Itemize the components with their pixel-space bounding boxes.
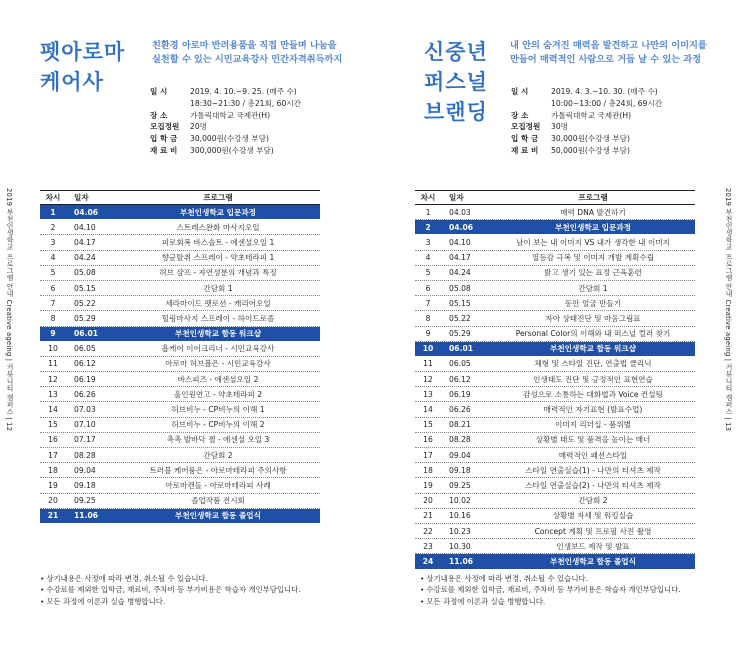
info-value: 10:00~13:00 / 총24회, 69시간 bbox=[551, 98, 663, 108]
row-no: 10 bbox=[48, 344, 58, 354]
notes bbox=[40, 573, 301, 607]
info-value: 가톨릭대학교 국제관(H) bbox=[551, 110, 632, 120]
info-row bbox=[150, 86, 301, 98]
row-no: 12 bbox=[48, 374, 58, 384]
row-no: 16 bbox=[423, 435, 433, 445]
info-label: 재 료 비 bbox=[511, 145, 539, 155]
row-date: 09.04 bbox=[74, 465, 96, 475]
row-date: 04.10 bbox=[74, 222, 96, 232]
row-no: 15 bbox=[423, 420, 433, 430]
table-row bbox=[415, 235, 695, 250]
title-line: 브랜딩 bbox=[424, 99, 488, 124]
info-label: 장 소 bbox=[150, 110, 168, 120]
row-no: 23 bbox=[423, 541, 433, 551]
row-no: 20 bbox=[48, 496, 58, 506]
row-program: 상황별 자세 및 워킹실습 bbox=[552, 511, 634, 521]
row-program: 졸업작품 전시회 bbox=[191, 496, 245, 506]
table-row bbox=[40, 311, 320, 326]
table-row bbox=[40, 342, 320, 357]
row-program: 부천인생학교 합동 졸업식 bbox=[550, 556, 636, 566]
row-date: 06.19 bbox=[449, 389, 471, 399]
row-date: 10.16 bbox=[449, 511, 471, 521]
table-row bbox=[415, 463, 695, 478]
table-row bbox=[40, 296, 320, 311]
info-label bbox=[511, 98, 551, 110]
note-item: • 수강료를 제외한 입학금, 재료비, 주차비 등 부가비용은 학습자 개인부담입니다. bbox=[40, 584, 301, 595]
info-row bbox=[511, 121, 662, 133]
right-page bbox=[369, 0, 738, 652]
info-value: 2019. 4. 10.~9. 25. (매주 수) bbox=[190, 87, 297, 96]
row-date: 09.18 bbox=[74, 480, 96, 490]
table-row bbox=[40, 418, 320, 433]
table-row bbox=[415, 524, 695, 539]
row-date: 04.03 bbox=[449, 207, 471, 217]
table-row bbox=[415, 539, 695, 554]
row-date: 06.26 bbox=[449, 405, 471, 415]
header-date: 일자 bbox=[449, 193, 464, 202]
info-row bbox=[511, 110, 662, 122]
desc-line: 내 안의 숨겨진 매력을 발견하고 나만의 이미지를 bbox=[510, 40, 707, 51]
row-program: 아로마캔들 - 아로마테라피 사례 bbox=[165, 480, 271, 490]
row-program: 스타일 연출실습(2) - 나만의 티셔츠 제작 bbox=[525, 480, 661, 490]
row-no: 18 bbox=[48, 465, 58, 475]
row-program: 간담회 1 bbox=[203, 283, 233, 293]
row-program: 체형 및 스타일 진단, 연출법 클리닉 bbox=[534, 359, 652, 369]
table-row bbox=[415, 509, 695, 524]
table-header bbox=[40, 191, 320, 205]
row-date: 06.26 bbox=[74, 389, 96, 399]
row-program: 스트레스완화 마사지오일 bbox=[176, 222, 260, 232]
note-item: • 상기내용은 사정에 따라 변경, 취소될 수 있습니다. bbox=[420, 573, 681, 584]
table-row bbox=[415, 554, 695, 569]
row-no: 8 bbox=[425, 313, 431, 323]
info-row bbox=[150, 110, 301, 122]
table-row bbox=[40, 402, 320, 417]
row-date: 05.15 bbox=[74, 283, 96, 293]
row-program: 세라마이드 펫로션 - 캐리어오일 bbox=[165, 298, 271, 308]
table-row bbox=[40, 281, 320, 296]
row-no: 6 bbox=[50, 283, 56, 293]
row-no: 6 bbox=[425, 283, 431, 293]
info-label: 모집정원 bbox=[150, 122, 180, 132]
row-program: 간담회 1 bbox=[578, 283, 608, 293]
title-line: 신중년 bbox=[424, 40, 488, 64]
table-row bbox=[415, 402, 695, 417]
table-header bbox=[415, 191, 695, 205]
table-row bbox=[40, 463, 320, 478]
row-date: 11.06 bbox=[449, 556, 474, 566]
info-value: 18:30~21:30 / 총21회, 60시간 bbox=[190, 98, 302, 108]
row-no: 9 bbox=[50, 329, 56, 339]
row-program: 흡케어 이어크리너 - 시민교육강사 bbox=[161, 344, 275, 354]
row-program: 힐링마사지 스프레이 - 하이드로졸 bbox=[161, 313, 275, 323]
row-date: 06.12 bbox=[449, 374, 471, 384]
row-no: 4 bbox=[425, 253, 431, 263]
row-no: 13 bbox=[48, 389, 58, 399]
table-row bbox=[415, 311, 695, 326]
info-label: 일 시 bbox=[511, 87, 529, 96]
table-row bbox=[40, 357, 320, 372]
table-row bbox=[415, 220, 695, 235]
table-row bbox=[40, 235, 320, 250]
table-row bbox=[40, 251, 320, 266]
side-caption: 2019 부천인생학교 프로그램 안내 Creative ageing | 커뮤니티 캠퍼스 | 13 bbox=[724, 188, 732, 432]
table-row bbox=[415, 296, 695, 311]
table-row bbox=[415, 281, 695, 296]
note-item: • 모든 과정에 이론과 실습 병행합니다. bbox=[420, 596, 681, 607]
row-program: 피로회복 바스솔트 - 에센셜오일 1 bbox=[161, 237, 275, 247]
row-date: 10.30 bbox=[449, 541, 471, 551]
header-program: 프로그램 bbox=[578, 193, 608, 202]
row-date: 05.08 bbox=[74, 268, 96, 278]
row-date: 04.17 bbox=[74, 237, 96, 247]
row-date: 06.01 bbox=[74, 329, 99, 339]
row-date: 11.06 bbox=[74, 511, 99, 521]
table-row bbox=[415, 342, 695, 357]
row-no: 21 bbox=[47, 511, 59, 521]
desc-line: 친환경 아로마 반려용품을 직접 만들며 나눔을 bbox=[152, 40, 337, 51]
course-description bbox=[510, 39, 730, 66]
info-label: 입 학 금 bbox=[511, 134, 539, 144]
table-row bbox=[415, 266, 695, 281]
row-date: 05.08 bbox=[449, 283, 471, 293]
course-title bbox=[424, 38, 488, 127]
row-program: 바스피즈 - 에센셜오일 2 bbox=[177, 374, 259, 384]
info-value: 20명 bbox=[190, 122, 207, 132]
table-row bbox=[415, 327, 695, 342]
row-program: 허브비누 - CP비누의 이해 2 bbox=[171, 420, 265, 430]
info-value: 2019. 4. 3.~10. 30. (매주 수) bbox=[551, 87, 658, 96]
header-date: 일자 bbox=[74, 193, 89, 202]
row-program: 허브비누 - CP비누의 이해 1 bbox=[171, 405, 265, 415]
info-value: 50,000원(수강생 부담) bbox=[551, 145, 630, 155]
table-row bbox=[40, 266, 320, 281]
row-no: 12 bbox=[423, 374, 433, 384]
row-date: 06.05 bbox=[74, 344, 96, 354]
row-no: 2 bbox=[425, 222, 431, 232]
row-date: 06.01 bbox=[449, 344, 474, 354]
row-date: 08.28 bbox=[74, 450, 96, 460]
table-row bbox=[40, 372, 320, 387]
row-program: 매력적인 자기표현 (발표수업) bbox=[543, 405, 643, 415]
title-line: 펫아로마 bbox=[40, 40, 126, 64]
row-program: 트러블 케어룸은 - 아로마테라피 주의사항 bbox=[149, 465, 287, 475]
row-no: 5 bbox=[425, 268, 431, 278]
info-label: 모집정원 bbox=[511, 122, 541, 132]
row-date: 07.03 bbox=[74, 405, 96, 415]
row-program: 향균탈취 스프레이 - 약초테라피 1 bbox=[161, 253, 275, 263]
row-no: 1 bbox=[425, 207, 431, 217]
course-info bbox=[150, 86, 301, 157]
row-no: 2 bbox=[50, 222, 56, 232]
info-value: 30명 bbox=[551, 122, 568, 132]
table-row bbox=[415, 433, 695, 448]
row-no: 8 bbox=[50, 313, 56, 323]
row-no: 11 bbox=[48, 359, 58, 369]
course-info bbox=[511, 86, 662, 157]
desc-line: 실천할 수 있는 시민교육강사 민간자격취득까지 bbox=[152, 53, 343, 65]
table-row bbox=[415, 251, 695, 266]
table-row bbox=[40, 433, 320, 448]
row-program: 스타일 연출실습(1) - 나만의 티셔츠 제작 bbox=[525, 465, 661, 475]
info-label: 입 학 금 bbox=[150, 134, 178, 144]
info-row bbox=[511, 145, 662, 157]
info-row bbox=[150, 98, 301, 110]
row-no: 3 bbox=[50, 237, 56, 247]
course-title bbox=[40, 38, 125, 98]
table-row bbox=[40, 509, 320, 524]
schedule-table bbox=[40, 190, 320, 524]
schedule-table bbox=[415, 190, 695, 570]
row-program: 아로마 허브볼은 - 시민교육강사 bbox=[165, 359, 271, 369]
table-row bbox=[40, 220, 320, 235]
row-program: 간담회 2 bbox=[578, 496, 608, 506]
table-row bbox=[40, 205, 320, 220]
row-date: 06.05 bbox=[449, 359, 471, 369]
row-no: 10 bbox=[422, 344, 434, 354]
row-no: 14 bbox=[48, 405, 58, 415]
side-caption: 2019 부천인생학교 프로그램 안내 Creative ageing | 커뮤니티 캠퍼스 | 12 bbox=[5, 188, 13, 432]
row-no: 4 bbox=[50, 253, 56, 263]
row-program: 매력적인 패션스타일 bbox=[558, 450, 628, 460]
row-date: 08.21 bbox=[449, 420, 471, 430]
row-program: 이미지 리더십 - 품위별 bbox=[554, 420, 631, 430]
row-no: 20 bbox=[423, 496, 433, 506]
row-date: 04.24 bbox=[74, 253, 96, 263]
table-row bbox=[415, 205, 695, 220]
row-no: 13 bbox=[423, 389, 433, 399]
row-date: 04.24 bbox=[449, 268, 471, 278]
row-date: 04.10 bbox=[449, 237, 471, 247]
row-date: 09.25 bbox=[74, 496, 96, 506]
row-date: 09.18 bbox=[449, 465, 471, 475]
table-row bbox=[40, 448, 320, 463]
header-no: 차시 bbox=[45, 193, 61, 202]
row-program: 매력 DNA 발견하기 bbox=[560, 207, 626, 217]
desc-line: 만들어 매력적인 사람으로 거듭 날 수 있는 과정 bbox=[510, 53, 702, 65]
row-program: 상황별 태도 및 품격을 높이는 매너 bbox=[535, 435, 651, 445]
row-no: 17 bbox=[48, 450, 58, 460]
row-no: 15 bbox=[48, 420, 58, 430]
row-no: 17 bbox=[423, 450, 433, 460]
note-item: • 모든 과정에 이론과 실습 병행합니다. bbox=[40, 596, 301, 607]
info-value: 30,000원(수강생 부담) bbox=[190, 134, 269, 144]
row-date: 05.22 bbox=[74, 298, 96, 308]
info-label: 재 료 비 bbox=[150, 145, 178, 155]
row-program: 부천인생학교 합동 졸업식 bbox=[175, 511, 261, 521]
row-date: 04.06 bbox=[74, 207, 99, 217]
row-program: Personal Color의 이해와 내 퍼스널 컬러 찾기 bbox=[515, 329, 671, 339]
table-row bbox=[415, 478, 695, 493]
row-date: 07.10 bbox=[74, 420, 96, 430]
row-no: 7 bbox=[425, 298, 431, 308]
row-program: 감성으로 소통하는 대화법과 Voice 컨설팅 bbox=[523, 389, 663, 399]
table-row bbox=[415, 494, 695, 509]
table-row bbox=[40, 327, 320, 342]
row-program: 밝고 생기 있는 표정 근육훈련 bbox=[544, 268, 642, 278]
row-program: 자아 상태진단 및 마음그림표 bbox=[545, 313, 641, 323]
row-no: 19 bbox=[423, 480, 433, 490]
info-value: 300,000원(수강생 부담) bbox=[190, 145, 274, 155]
row-program: 부천인생학교 합동 워크샵 bbox=[550, 344, 636, 354]
row-date: 05.29 bbox=[449, 329, 471, 339]
row-no: 9 bbox=[425, 329, 431, 339]
row-no: 22 bbox=[423, 526, 433, 536]
row-program: 동안 얼굴 만들기 bbox=[564, 298, 622, 308]
info-row bbox=[150, 121, 301, 133]
row-program: 촉촉 발바닥 젤 - 에센셜 오일 3 bbox=[166, 435, 270, 445]
course-description bbox=[152, 39, 352, 66]
info-label bbox=[150, 98, 190, 110]
table-row bbox=[415, 418, 695, 433]
title-line: 케어사 bbox=[40, 69, 104, 94]
info-label: 장 소 bbox=[511, 110, 529, 120]
row-program: 열등감 극복 및 이미지 개발 계획수립 bbox=[531, 253, 655, 263]
row-program: 부천인생학교 함동 워크샵 bbox=[175, 329, 261, 339]
info-value: 30,000원(수강생 부담) bbox=[551, 134, 630, 144]
table-row bbox=[415, 387, 695, 402]
table-row bbox=[40, 478, 320, 493]
row-date: 09.04 bbox=[449, 450, 471, 460]
row-no: 19 bbox=[48, 480, 58, 490]
row-no: 14 bbox=[423, 405, 433, 415]
row-date: 04.06 bbox=[449, 222, 474, 232]
row-no: 18 bbox=[423, 465, 433, 475]
row-date: 07.17 bbox=[74, 435, 96, 445]
info-value: 가톨릭대학교 국제관(H) bbox=[190, 110, 271, 120]
table-row bbox=[40, 387, 320, 402]
row-date: 10.02 bbox=[449, 496, 471, 506]
header-program: 프로그램 bbox=[203, 193, 233, 202]
row-date: 05.15 bbox=[449, 298, 471, 308]
row-no: 21 bbox=[423, 511, 433, 521]
row-date: 09.25 bbox=[449, 480, 471, 490]
info-row bbox=[150, 133, 301, 145]
note-item: • 상기내용은 사정에 따라 변경, 취소될 수 있습니다. bbox=[40, 573, 301, 584]
table-row bbox=[40, 494, 320, 509]
row-no: 1 bbox=[50, 207, 56, 217]
row-program: Concept 계획 및 프로필 사진 촬영 bbox=[534, 526, 652, 536]
row-date: 08.28 bbox=[449, 435, 471, 445]
note-item: • 수강료를 제외한 입학금, 재료비, 주차비 등 부가비용은 학습자 개인부담입니다. bbox=[420, 584, 681, 595]
info-row bbox=[511, 98, 662, 110]
title-line: 퍼스널 bbox=[424, 69, 488, 94]
row-program: 간담회 2 bbox=[203, 450, 233, 460]
row-date: 06.12 bbox=[74, 359, 96, 369]
row-no: 24 bbox=[422, 556, 434, 566]
row-program: 허브 샴프 - 자연성분의 개념과 특징 bbox=[159, 268, 277, 278]
row-program: 인생보드 제작 및 발표 bbox=[556, 541, 630, 551]
row-date: 05.29 bbox=[74, 313, 96, 323]
row-no: 5 bbox=[50, 268, 56, 278]
notes bbox=[420, 573, 681, 607]
table-row bbox=[415, 448, 695, 463]
row-date: 04.17 bbox=[449, 253, 471, 263]
row-date: 10.23 bbox=[449, 526, 471, 536]
row-date: 06.19 bbox=[74, 374, 96, 384]
table-row bbox=[415, 357, 695, 372]
row-program: 올인원연고 - 약초테라피 2 bbox=[173, 389, 263, 399]
header-no: 차시 bbox=[420, 193, 436, 202]
row-program: 부천인생학교 입문과정 bbox=[180, 207, 256, 217]
info-row bbox=[511, 86, 662, 98]
info-row bbox=[511, 133, 662, 145]
table-row bbox=[415, 372, 695, 387]
row-date: 05.22 bbox=[449, 313, 471, 323]
row-no: 16 bbox=[48, 435, 58, 445]
row-program: 부천인생학교 입문과정 bbox=[555, 222, 631, 232]
row-program: 남이 보는 내 이미지 VS 내가 생각한 내 이미지 bbox=[515, 237, 671, 247]
row-no: 7 bbox=[50, 298, 56, 308]
info-row bbox=[150, 145, 301, 157]
row-no: 3 bbox=[425, 237, 431, 247]
row-no: 11 bbox=[423, 359, 433, 369]
info-label: 일 시 bbox=[150, 87, 168, 96]
row-program: 인생태도 진단 및 긍정적인 표현연습 bbox=[533, 374, 653, 384]
